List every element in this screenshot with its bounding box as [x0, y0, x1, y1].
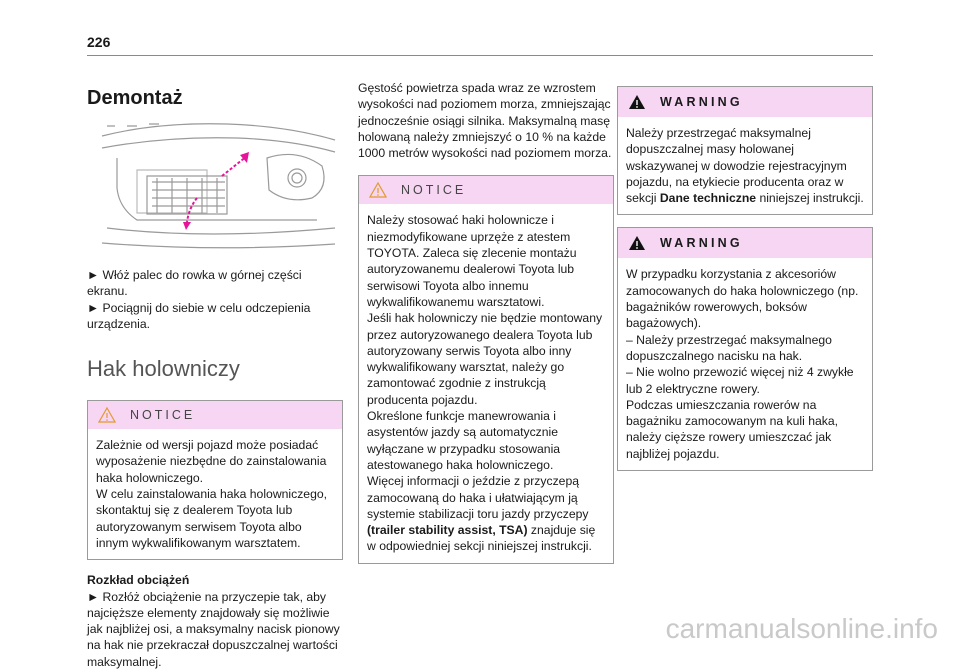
header-divider: [87, 55, 873, 56]
warning2-line: – Należy przestrzegać maksymalnego dopuszczalnego nacisku na hak.: [626, 332, 832, 363]
notice-line: W celu zainstalowania haka holowniczego, skontaktuj się z dealerem Toyota lub autoryzowanym serwisem Toyota albo innym wykwalifikowanym warsztatem.: [96, 487, 328, 550]
notice-p3: Określone funkcje manewrowania i asystentów jazdy są automatycznie wyłączane w przypadku stosowania atestowanego haka holowniczego.: [367, 409, 561, 472]
notice-body: [88, 429, 342, 559]
notice-line: Zależnie od wersji pojazd może posiadać wyposażenie niezbędne do zainstalowania haka holowniczego.: [96, 438, 327, 485]
notice-box-1: [87, 400, 343, 560]
load-title: Rozkład obciążeń: [87, 573, 190, 588]
warning-box-1: [617, 86, 873, 215]
warning-header: [618, 228, 872, 258]
warning-body: [618, 258, 872, 470]
notice-label: NOTICE: [130, 408, 196, 423]
warning-body: [618, 117, 872, 214]
warning2-line: Podczas umieszczania rowerów na bagażniku zamocowanym na kuli haka, należy cięższe rowery umieszczać jak najbliżej pojazdu.: [626, 397, 839, 461]
step-2: ► Pociągnij do siebie w celu odczepienia urządzenia.: [87, 300, 311, 331]
section-title-removal: Demontaż: [87, 87, 183, 109]
warning-box-2: [617, 227, 873, 471]
notice-box-2: [358, 175, 614, 563]
load-text: ► Rozłóż obciążenie na przyczepie tak, aby najcięższe elementy znajdowały się możliwie jak najbliżej osi, a maksymalny nacisk pionowy na hak nie przekraczał dopuszczalnej wartości maksymalnej.: [87, 589, 340, 669]
warning2-line: – Nie wolno przewozić więcej niż 4 zwykłe lub 2 elektryczne rowery.: [626, 365, 854, 396]
altitude-intro: Gęstość powietrza spada wraz ze wzrostem wysokości nad poziomem morza, zmniejszając jednocześnie osiągi silnika. Maksymalną masę holowaną należy zmniejszyć o 10 % na każde 1000 metrów wysokości nad poziomem morza.: [358, 81, 612, 161]
notice-label: NOTICE: [401, 183, 467, 198]
warning-triangle-icon: [628, 235, 646, 251]
step-1: ► Włóż palec do rowka w górnej części ekranu.: [87, 268, 302, 299]
notice-p4-pre: Więcej informacji o jeździe z przyczepą zamocowaną do haka i ułatwiającym ją systemie stabilizacji toru jazdy przyczepy: [367, 474, 589, 521]
warning-header: [618, 87, 872, 117]
bumper-cover-illustration: [97, 118, 339, 253]
notice-triangle-icon: [98, 407, 116, 423]
section-title-towbar: Hak holowniczy: [87, 356, 240, 382]
notice-triangle-icon: [369, 182, 387, 198]
warning1-post: niniejszej instrukcji.: [756, 191, 864, 206]
warning1-pre: Należy przestrzegać maksymalnej dopuszczalnej masy holowanej wskazywanej w dowodzie rejestracyjnym pojazdu, na etykiecie producenta oraz w sekcji: [626, 126, 847, 206]
page-number: 226: [87, 34, 111, 50]
notice-p4-bold: (trailer stability assist, TSA): [367, 523, 528, 538]
notice-p4-post: znajduje się w odpowiedniej sekcji niniejszej instrukcji.: [367, 523, 596, 554]
notice-p1: Należy stosować haki holownicze i niezmodyfikowane uprzęże z atestem TOYOTA. Zaleca się zlecenie montażu autoryzowanemu dealerowi Toyota lub serwisowi Toyota albo innemu wykwalifikowanemu warsztatowi.: [367, 213, 577, 309]
warning-triangle-icon: [628, 94, 646, 110]
notice-header: [88, 401, 342, 429]
column-left: [87, 78, 343, 670]
warning-label: WARNING: [660, 236, 743, 251]
notice-header: [359, 176, 613, 204]
warning1-bold: Dane techniczne: [659, 191, 757, 206]
warning1-text: [626, 125, 864, 206]
warning-label: WARNING: [660, 95, 743, 109]
footer-watermark: carmanualsonline.info: [665, 613, 938, 644]
warning2-line: W przypadku korzystania z akcesoriów zamocowanych do haka holowniczego (np. bagażników rowerowych, boksów bagażowych).: [626, 267, 859, 331]
column-right: [617, 78, 873, 471]
column-middle: [358, 78, 614, 564]
notice-p4: [367, 473, 605, 554]
bumper-illustration-svg: [97, 118, 339, 253]
notice-body: [359, 204, 613, 562]
notice-p2: Jeśli hak holowniczy nie będzie montowany przez autoryzowanego dealera Toyota lub autoryzowany serwis Toyota albo inny wykwalifikowany warsztat, należy go zamontować zgodnie z instrukcją producenta pojazdu.: [367, 311, 603, 407]
